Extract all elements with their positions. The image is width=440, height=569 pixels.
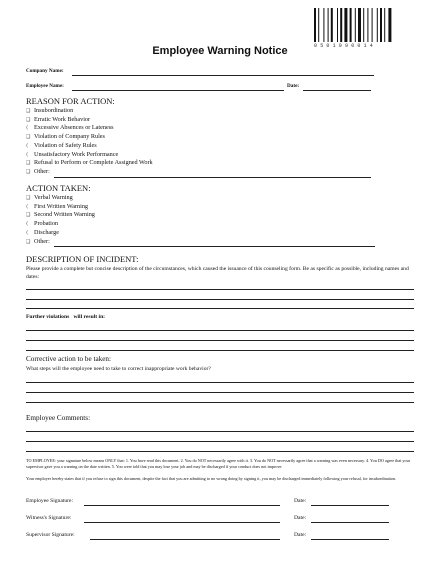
employee-signature-field[interactable] <box>84 505 280 506</box>
employee-signature-label: Employee Signature: <box>26 498 74 504</box>
further-line[interactable] <box>26 330 414 331</box>
reason-item[interactable]: ⟨ Excessive Absences or Lateness <box>26 124 114 132</box>
checkbox-icon[interactable]: ❑ <box>26 116 31 123</box>
checkbox-icon[interactable]: ⟨ <box>26 125 28 132</box>
checkbox-icon[interactable]: ❑ <box>26 160 31 167</box>
action-item[interactable]: ❑ Verbal Warning <box>26 194 73 201</box>
reason-item[interactable]: ❑ Violation of Company Rules <box>26 133 105 141</box>
comments-line[interactable] <box>26 451 414 452</box>
action-item[interactable]: ⟨ Discharge <box>26 228 59 236</box>
supervisor-signature-field[interactable] <box>90 539 280 540</box>
supervisor-signature-date-label: Date: <box>294 532 307 538</box>
reason-other-field[interactable] <box>54 177 371 178</box>
checkbox-icon[interactable]: ⟨ <box>26 221 28 228</box>
action-other-field[interactable] <box>54 246 375 247</box>
date-label: Date: <box>287 83 300 89</box>
employee-signature-date-field[interactable] <box>311 505 389 506</box>
comments-heading: Employee Comments: <box>26 414 91 422</box>
further-line[interactable] <box>26 350 414 351</box>
comments-line[interactable] <box>26 431 414 432</box>
checkbox-icon[interactable]: ❑ <box>26 134 31 141</box>
reason-item[interactable]: ❑ Refusal to Perform or Complete Assigned Work <box>26 159 153 167</box>
reason-item[interactable]: ❑ Other: <box>26 167 50 175</box>
checkbox-icon[interactable]: ❑ <box>26 212 31 219</box>
supervisor-signature-label: Supervisor Signature: <box>26 532 75 538</box>
incident-instructions: Please provide a complete but concise description of the circumstances, which caused the issuance of this counseling form. Be as specific as possible, including names and dates: <box>26 266 409 280</box>
checkbox-icon[interactable]: ⟨ <box>26 151 28 158</box>
checkbox-icon[interactable]: ❑ <box>26 238 31 245</box>
checkbox-icon[interactable]: ⟨ <box>26 229 28 236</box>
action-list <box>26 194 95 246</box>
further-line[interactable] <box>26 340 414 341</box>
comments-line[interactable] <box>26 441 414 442</box>
company-name-field[interactable] <box>72 75 374 76</box>
corrective-heading: Corrective action to be taken: <box>26 355 112 363</box>
supervisor-signature-date-field[interactable] <box>311 539 389 540</box>
reason-heading: REASON FOR ACTION: <box>26 96 115 106</box>
action-heading: ACTION TAKEN: <box>26 183 91 193</box>
barcode-number: 0501090014 <box>314 43 377 49</box>
date-field[interactable] <box>303 90 371 91</box>
witness-signature-label: Witness's Signature: <box>26 515 72 521</box>
corrective-line[interactable] <box>26 382 414 383</box>
employee-name-field[interactable] <box>72 90 284 91</box>
corrective-question: What steps will the employee need to take to correct inappropriate work behavior? <box>26 366 211 372</box>
reason-item[interactable]: ❑ Insubordination <box>26 107 74 114</box>
employee-signature-date-label: Date: <box>294 498 307 504</box>
checkbox-icon[interactable]: ❑ <box>26 195 31 201</box>
corrective-line[interactable] <box>26 392 414 393</box>
company-name-label: Company Name: <box>26 68 64 74</box>
witness-signature-date-label: Date: <box>294 515 307 521</box>
page-title: Employee Warning Notice <box>152 45 288 57</box>
reason-list <box>26 107 153 177</box>
employee-notice: TO EMPLOYEE: your signature below means ONLY that: 1. You have read this document. 2. You do NOT necessarily agree with it. 3. You do NOT necessarily agree that a warning was even necessary. 4. You DO agree that your supervisor gave you a warning on the date written. 5. You were told that you may lose your job and may be discharged if your conduct does not improve. <box>26 458 411 469</box>
further-violations-label: Further violations will result in: <box>26 314 106 320</box>
incident-line[interactable] <box>26 289 414 290</box>
witness-signature-field[interactable] <box>84 522 280 523</box>
incident-heading: DESCRIPTION OF INCIDENT: <box>26 254 139 264</box>
refusal-notice: Your employer hereby states that if you refuse to sign this document, despite the fact that you are admitting to no wrong doing by signing it, you may be discharged immediately following your refusal, for insubordination. <box>26 476 397 481</box>
action-item[interactable]: ❑ Second Written Warning <box>26 211 95 219</box>
incident-line[interactable] <box>26 299 414 300</box>
reason-item[interactable]: ⟨ Unsatisfactory Work Performance <box>26 150 119 158</box>
witness-signature-date-field[interactable] <box>311 522 389 523</box>
checkbox-icon[interactable]: ⟨ <box>26 142 28 149</box>
action-item[interactable]: ❑ Other: <box>26 237 50 245</box>
incident-line[interactable] <box>26 308 414 309</box>
reason-item[interactable]: ⟨ Violation of Safety Rules <box>26 141 97 149</box>
checkbox-icon[interactable]: ❑ <box>26 168 31 175</box>
employee-name-label: Employee Name: <box>26 83 64 89</box>
reason-item[interactable]: ❑ Erratic Work Behavior <box>26 115 91 123</box>
checkbox-icon[interactable]: ❑ <box>26 108 31 114</box>
checkbox-icon[interactable]: ⟨ <box>26 203 28 210</box>
action-item[interactable]: ⟨ First Written Warning <box>26 202 89 210</box>
barcode-icon <box>314 8 410 42</box>
action-item[interactable]: ⟨ Probation <box>26 220 59 228</box>
corrective-line[interactable] <box>26 402 414 403</box>
